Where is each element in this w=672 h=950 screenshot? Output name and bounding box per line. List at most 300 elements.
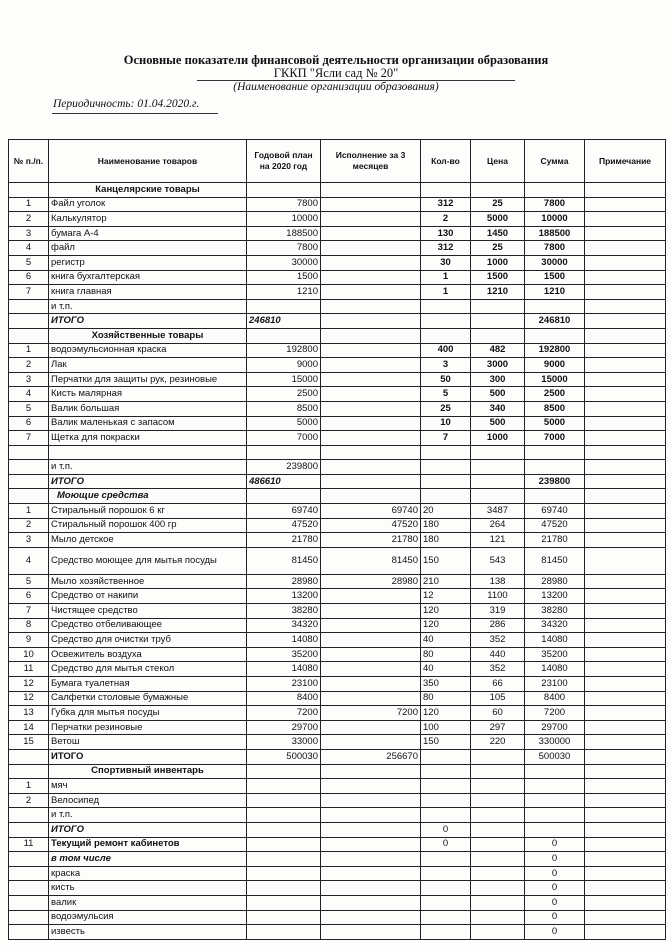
total-label: ИТОГО bbox=[49, 749, 247, 764]
sum-value: 14080 bbox=[525, 662, 585, 677]
item-name: и т.п. bbox=[49, 299, 247, 314]
sum-value: 10000 bbox=[525, 212, 585, 227]
exec-value bbox=[321, 372, 421, 387]
table-row bbox=[9, 518, 666, 533]
row-number: 6 bbox=[9, 270, 49, 285]
cell bbox=[471, 314, 525, 329]
item-name: Лак bbox=[49, 358, 247, 373]
cell bbox=[471, 822, 525, 837]
item-name: Освежитель воздуха bbox=[49, 647, 247, 662]
row-number: 2 bbox=[9, 358, 49, 373]
price-value: 121 bbox=[471, 533, 525, 548]
cell bbox=[321, 881, 421, 896]
qty-value: 400 bbox=[421, 343, 471, 358]
cell bbox=[247, 925, 321, 940]
total-sum: 246810 bbox=[525, 314, 585, 329]
note-value bbox=[585, 431, 666, 446]
cell bbox=[525, 793, 585, 808]
row-number: 15 bbox=[9, 735, 49, 750]
col-qty-header: Кол-во bbox=[421, 140, 471, 183]
cell bbox=[321, 445, 421, 460]
exec-value: 47520 bbox=[321, 518, 421, 533]
qty-value: 80 bbox=[421, 647, 471, 662]
price-value: 25 bbox=[471, 241, 525, 256]
cell bbox=[9, 822, 49, 837]
col-plan-header: Годовой план на 2020 год bbox=[247, 140, 321, 183]
table-row bbox=[9, 547, 666, 574]
price-value: 1450 bbox=[471, 226, 525, 241]
exec-value bbox=[321, 662, 421, 677]
sum-value: 23100 bbox=[525, 677, 585, 692]
cell bbox=[471, 460, 525, 475]
note-value bbox=[585, 691, 666, 706]
plan-value: 1210 bbox=[247, 285, 321, 300]
sum-value: 30000 bbox=[525, 255, 585, 270]
table-row bbox=[9, 431, 666, 446]
item-name: краска bbox=[49, 866, 247, 881]
cell bbox=[9, 445, 49, 460]
cell bbox=[9, 764, 49, 779]
cell bbox=[471, 881, 525, 896]
cell bbox=[321, 925, 421, 940]
exec-value: 69740 bbox=[321, 504, 421, 519]
item-name: Перчатки резиновые bbox=[49, 720, 247, 735]
plan-value: 23100 bbox=[247, 677, 321, 692]
item-name: Бумага туалетная bbox=[49, 677, 247, 692]
qty-value: 30 bbox=[421, 255, 471, 270]
cell bbox=[525, 808, 585, 823]
section-title: Канцелярские товары bbox=[49, 183, 247, 198]
row-number: 2 bbox=[9, 518, 49, 533]
qty-value: 130 bbox=[421, 226, 471, 241]
row-number: 3 bbox=[9, 226, 49, 241]
table-row bbox=[9, 285, 666, 300]
cell bbox=[247, 328, 321, 343]
section-title: Моющие средства bbox=[49, 489, 247, 504]
sum-value: 192800 bbox=[525, 343, 585, 358]
section-title: Хозяйственные товары bbox=[49, 328, 247, 343]
sum-value: 47520 bbox=[525, 518, 585, 533]
note-value bbox=[585, 706, 666, 721]
plan-value: 35200 bbox=[247, 647, 321, 662]
cell bbox=[471, 764, 525, 779]
plan-value: 29700 bbox=[247, 720, 321, 735]
plan-value: 8500 bbox=[247, 401, 321, 416]
row-number: 6 bbox=[9, 589, 49, 604]
cell bbox=[321, 328, 421, 343]
qty-value: 150 bbox=[421, 735, 471, 750]
item-name: книга бухгалтерская bbox=[49, 270, 247, 285]
plan-value: 1500 bbox=[247, 270, 321, 285]
price-value: 340 bbox=[471, 401, 525, 416]
cell bbox=[321, 489, 421, 504]
cell bbox=[471, 445, 525, 460]
item-name: Губка для мытья посуды bbox=[49, 706, 247, 721]
item-name: Мыло детское bbox=[49, 533, 247, 548]
note-value bbox=[585, 604, 666, 619]
item-name: Щетка для покраски bbox=[49, 431, 247, 446]
note-value bbox=[585, 270, 666, 285]
exec-value: 81450 bbox=[321, 547, 421, 574]
table-row bbox=[9, 255, 666, 270]
exec-value bbox=[321, 647, 421, 662]
cell bbox=[247, 793, 321, 808]
cell bbox=[421, 474, 471, 489]
qty-value: 25 bbox=[421, 401, 471, 416]
plan-value: 9000 bbox=[247, 358, 321, 373]
section-row bbox=[9, 489, 666, 504]
plan-value: 21780 bbox=[247, 533, 321, 548]
row-number: 7 bbox=[9, 285, 49, 300]
total-row bbox=[9, 749, 666, 764]
price-value: 3487 bbox=[471, 504, 525, 519]
exec-value bbox=[321, 691, 421, 706]
row-number: 14 bbox=[9, 720, 49, 735]
row-number: 8 bbox=[9, 618, 49, 633]
row-number: 1 bbox=[9, 343, 49, 358]
total-row bbox=[9, 314, 666, 329]
cell bbox=[321, 474, 421, 489]
total-label: ИТОГО bbox=[49, 314, 247, 329]
price-value: 1000 bbox=[471, 255, 525, 270]
cell bbox=[421, 445, 471, 460]
qty-value: 312 bbox=[421, 241, 471, 256]
cell bbox=[471, 793, 525, 808]
cell bbox=[9, 460, 49, 475]
exec-value bbox=[321, 720, 421, 735]
exec-value bbox=[321, 212, 421, 227]
row-number: 1 bbox=[9, 504, 49, 519]
price-value: 105 bbox=[471, 691, 525, 706]
cell bbox=[525, 299, 585, 314]
table-row bbox=[9, 401, 666, 416]
cell bbox=[321, 793, 421, 808]
cell bbox=[585, 910, 666, 925]
note-value bbox=[585, 633, 666, 648]
plan-value: 15000 bbox=[247, 372, 321, 387]
exec-value bbox=[321, 735, 421, 750]
plan-value: 38280 bbox=[247, 604, 321, 619]
cell bbox=[247, 779, 321, 794]
price-value: 300 bbox=[471, 372, 525, 387]
table-row bbox=[9, 226, 666, 241]
table-row bbox=[9, 895, 666, 910]
plan-value: 13200 bbox=[247, 589, 321, 604]
item-name: Кисть малярная bbox=[49, 387, 247, 402]
cell bbox=[247, 299, 321, 314]
cell bbox=[471, 925, 525, 940]
row-number: 7 bbox=[9, 604, 49, 619]
cell bbox=[247, 852, 321, 867]
note-value bbox=[585, 255, 666, 270]
cell bbox=[321, 183, 421, 198]
cell bbox=[421, 866, 471, 881]
sum-value: 35200 bbox=[525, 647, 585, 662]
item-name: валик bbox=[49, 895, 247, 910]
note-value bbox=[585, 285, 666, 300]
exec-value bbox=[321, 677, 421, 692]
table-row bbox=[9, 910, 666, 925]
cell bbox=[585, 866, 666, 881]
table-row bbox=[9, 533, 666, 548]
qty-value: 2 bbox=[421, 212, 471, 227]
cell bbox=[421, 460, 471, 475]
organization-note: (Наименование организации образования) bbox=[233, 81, 439, 93]
price-value: 60 bbox=[471, 706, 525, 721]
row-number: 2 bbox=[9, 793, 49, 808]
sum-value: 1500 bbox=[525, 270, 585, 285]
cell bbox=[421, 808, 471, 823]
price-value: 138 bbox=[471, 574, 525, 589]
row-number: 5 bbox=[9, 401, 49, 416]
sum-value: 8500 bbox=[525, 401, 585, 416]
cell bbox=[585, 489, 666, 504]
total-sum: 239800 bbox=[525, 474, 585, 489]
sum-value: 2500 bbox=[525, 387, 585, 402]
exec-value bbox=[321, 604, 421, 619]
cell bbox=[471, 808, 525, 823]
periodicity-underline bbox=[52, 113, 218, 114]
cell bbox=[421, 183, 471, 198]
cell bbox=[585, 764, 666, 779]
exec-value bbox=[321, 343, 421, 358]
qty-value: 0 bbox=[421, 837, 471, 852]
sum-value: 5000 bbox=[525, 416, 585, 431]
price-value: 1100 bbox=[471, 589, 525, 604]
item-name: Средство для мытья стекол bbox=[49, 662, 247, 677]
item-name: Стиральный порошок 400 гр bbox=[49, 518, 247, 533]
cell bbox=[471, 299, 525, 314]
sum-value: 7800 bbox=[525, 241, 585, 256]
item-name: Валик большая bbox=[49, 401, 247, 416]
cell bbox=[321, 779, 421, 794]
cell bbox=[471, 183, 525, 198]
sum-value: 7000 bbox=[525, 431, 585, 446]
total-plan: 500030 bbox=[247, 749, 321, 764]
price-value: 500 bbox=[471, 387, 525, 402]
note-value bbox=[585, 226, 666, 241]
sum-value: 9000 bbox=[525, 358, 585, 373]
cell bbox=[421, 328, 471, 343]
row-number: 5 bbox=[9, 574, 49, 589]
plan-value: 2500 bbox=[247, 387, 321, 402]
col-note-header: Примечание bbox=[585, 140, 666, 183]
note-value bbox=[585, 401, 666, 416]
table-row bbox=[9, 866, 666, 881]
cell bbox=[525, 183, 585, 198]
item-name: бумага А-4 bbox=[49, 226, 247, 241]
sum-value: 0 bbox=[525, 866, 585, 881]
table-row bbox=[9, 837, 666, 852]
col-name-header: Наименование товаров bbox=[49, 140, 247, 183]
table-row bbox=[9, 925, 666, 940]
sum-value: 34320 bbox=[525, 618, 585, 633]
cell bbox=[321, 764, 421, 779]
qty-value: 150 bbox=[421, 547, 471, 574]
row-number: 5 bbox=[9, 255, 49, 270]
row-number: 1 bbox=[9, 779, 49, 794]
cell bbox=[321, 837, 421, 852]
exec-value bbox=[321, 618, 421, 633]
cell bbox=[321, 895, 421, 910]
table-row bbox=[9, 735, 666, 750]
sum-value: 1210 bbox=[525, 285, 585, 300]
plan-value: 14080 bbox=[247, 662, 321, 677]
section-row bbox=[9, 328, 666, 343]
item-name: Средство от накипи bbox=[49, 589, 247, 604]
qty-value: 350 bbox=[421, 677, 471, 692]
row-number: 3 bbox=[9, 533, 49, 548]
price-value: 297 bbox=[471, 720, 525, 735]
table-row bbox=[9, 793, 666, 808]
cell bbox=[321, 460, 421, 475]
cell bbox=[9, 881, 49, 896]
cell bbox=[525, 822, 585, 837]
note-value bbox=[585, 518, 666, 533]
cell bbox=[585, 474, 666, 489]
cell bbox=[471, 474, 525, 489]
cell bbox=[321, 808, 421, 823]
cell bbox=[471, 866, 525, 881]
price-value: 1000 bbox=[471, 431, 525, 446]
cell bbox=[585, 749, 666, 764]
qty-value: 40 bbox=[421, 662, 471, 677]
row-number: 4 bbox=[9, 241, 49, 256]
item-name: Мыло хозяйственное bbox=[49, 574, 247, 589]
row-number: 10 bbox=[9, 647, 49, 662]
qty-value: 210 bbox=[421, 574, 471, 589]
financial-table bbox=[8, 139, 666, 940]
item-name: Средство отбеливающее bbox=[49, 618, 247, 633]
qty-value: 1 bbox=[421, 270, 471, 285]
plan-value: 33000 bbox=[247, 735, 321, 750]
cell bbox=[585, 779, 666, 794]
cell bbox=[321, 314, 421, 329]
cell bbox=[9, 895, 49, 910]
table-row bbox=[9, 299, 666, 314]
item-name: книга главная bbox=[49, 285, 247, 300]
note-value bbox=[585, 372, 666, 387]
cell bbox=[471, 489, 525, 504]
sum-value: 28980 bbox=[525, 574, 585, 589]
cell bbox=[321, 866, 421, 881]
table-row bbox=[9, 343, 666, 358]
qty-value: 40 bbox=[421, 633, 471, 648]
cell bbox=[9, 866, 49, 881]
exec-value bbox=[321, 431, 421, 446]
plan-value: 239800 bbox=[247, 460, 321, 475]
cell bbox=[585, 183, 666, 198]
table-row bbox=[9, 662, 666, 677]
item-name: водоэмульсия bbox=[49, 910, 247, 925]
row-number: 7 bbox=[9, 431, 49, 446]
exec-value: 7200 bbox=[321, 706, 421, 721]
cell bbox=[321, 299, 421, 314]
qty-value: 312 bbox=[421, 197, 471, 212]
qty-value: 180 bbox=[421, 518, 471, 533]
cell bbox=[471, 895, 525, 910]
row-number: 3 bbox=[9, 372, 49, 387]
item-name: Стиральный порошок 6 кг bbox=[49, 504, 247, 519]
table-row bbox=[9, 647, 666, 662]
note-value bbox=[585, 574, 666, 589]
sum-value: 81450 bbox=[525, 547, 585, 574]
col-exec-header: Исполнение за 3 месяцев bbox=[321, 140, 421, 183]
cell bbox=[9, 299, 49, 314]
exec-value bbox=[321, 633, 421, 648]
sum-value: 14080 bbox=[525, 633, 585, 648]
qty-value: 1 bbox=[421, 285, 471, 300]
qty-value: 50 bbox=[421, 372, 471, 387]
note-value bbox=[585, 197, 666, 212]
item-name: в том числе bbox=[49, 852, 247, 867]
section-row bbox=[9, 183, 666, 198]
table-row bbox=[9, 241, 666, 256]
table-header bbox=[9, 140, 666, 183]
sum-value: 330000 bbox=[525, 735, 585, 750]
table-row bbox=[9, 270, 666, 285]
cell bbox=[421, 910, 471, 925]
cell bbox=[321, 822, 421, 837]
item-name: регистр bbox=[49, 255, 247, 270]
price-value: 482 bbox=[471, 343, 525, 358]
table-row bbox=[9, 416, 666, 431]
exec-value bbox=[321, 285, 421, 300]
sum-value: 69740 bbox=[525, 504, 585, 519]
note-value bbox=[585, 618, 666, 633]
cell bbox=[247, 895, 321, 910]
cell bbox=[585, 299, 666, 314]
item-name: Средство для очистки труб bbox=[49, 633, 247, 648]
exec-value: 28980 bbox=[321, 574, 421, 589]
cell bbox=[585, 314, 666, 329]
sum-value: 0 bbox=[525, 925, 585, 940]
item-name: файл bbox=[49, 241, 247, 256]
sum-value: 0 bbox=[525, 837, 585, 852]
note-value bbox=[585, 677, 666, 692]
plan-value: 7000 bbox=[247, 431, 321, 446]
sum-value: 29700 bbox=[525, 720, 585, 735]
table-row bbox=[9, 197, 666, 212]
table-row bbox=[9, 808, 666, 823]
row-number: 13 bbox=[9, 706, 49, 721]
cell bbox=[247, 881, 321, 896]
periodicity: Периодичность: 01.04.2020.г. bbox=[53, 98, 200, 110]
note-value bbox=[585, 735, 666, 750]
cell bbox=[471, 837, 525, 852]
table-row bbox=[9, 212, 666, 227]
cell bbox=[585, 460, 666, 475]
sum-value: 188500 bbox=[525, 226, 585, 241]
cell bbox=[321, 852, 421, 867]
cell bbox=[471, 328, 525, 343]
item-name: водоэмульсионная краска bbox=[49, 343, 247, 358]
table-row bbox=[9, 445, 666, 460]
plan-value: 188500 bbox=[247, 226, 321, 241]
item-name: известь bbox=[49, 925, 247, 940]
qty-value: 20 bbox=[421, 504, 471, 519]
item-name: Салфетки столовые бумажные bbox=[49, 691, 247, 706]
note-value bbox=[585, 387, 666, 402]
cell bbox=[525, 460, 585, 475]
table-row bbox=[9, 504, 666, 519]
page-title: Основные показатели финансовой деятельности организации образования bbox=[123, 53, 549, 67]
cell bbox=[525, 445, 585, 460]
note-value bbox=[585, 241, 666, 256]
exec-value bbox=[321, 416, 421, 431]
total-label: ИТОГО bbox=[49, 474, 247, 489]
price-value: 440 bbox=[471, 647, 525, 662]
